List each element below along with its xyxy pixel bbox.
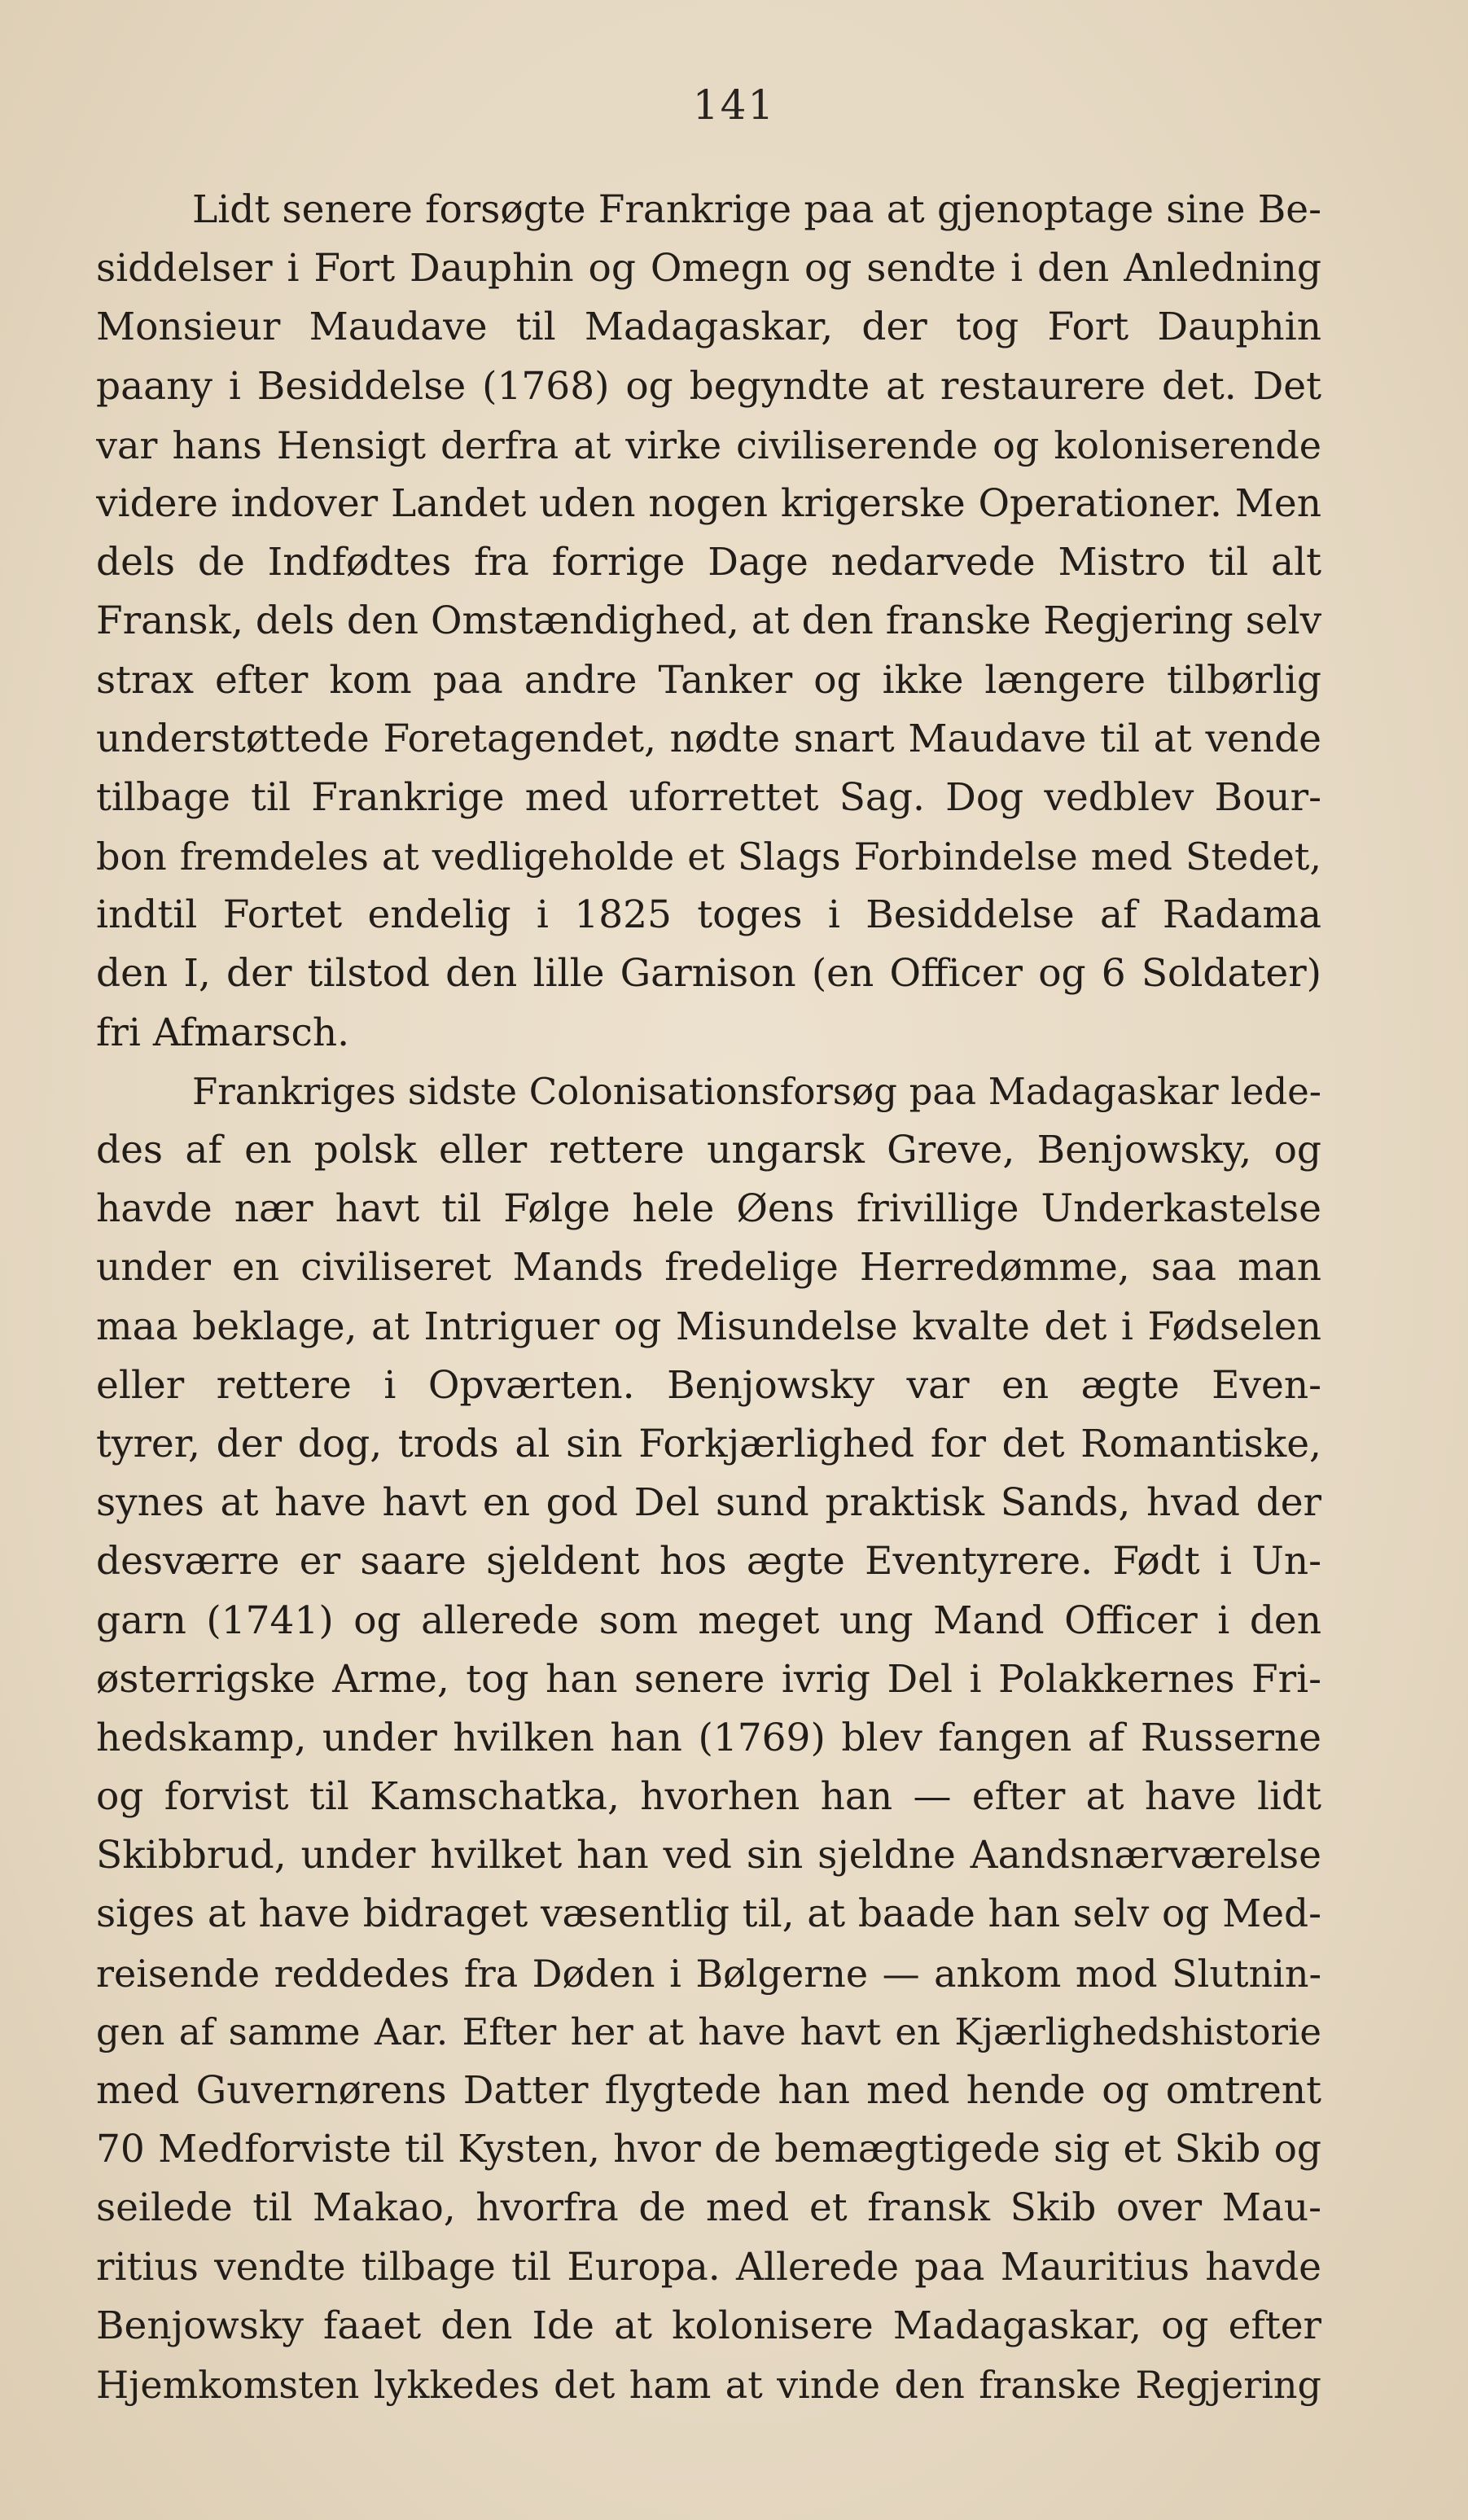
text-line: maa beklage, at Intriguer og Misundelse kvalte det i Fødselen — [96, 1304, 1321, 1349]
text-line: den I, der tilstod den lille Garnison (en Officer og 6 Soldater) — [96, 951, 1321, 997]
text-line: østerrigske Arme, tog han senere ivrig Del i Polakkernes Fri- — [96, 1656, 1321, 1702]
text-line: hedskamp, under hvilken han (1769) blev fangen af Russerne — [96, 1715, 1321, 1760]
text-line: desværre er saare sjeldent hos ægte Eventyrere. Født i Un- — [96, 1539, 1321, 1584]
text-line: havde nær havt til Følge hele Øens frivillige Underkastelse — [96, 1186, 1321, 1232]
text-line: tilbage til Frankrige med uforrettet Sag. Dog vedblev Bour- — [96, 774, 1321, 820]
text-line: Monsieur Maudave til Madagaskar, der tog Fort Dauphin — [96, 305, 1321, 350]
text-line: ritius vendte tilbage til Europa. Allerede paa Mauritius havde — [96, 2244, 1321, 2290]
text-line: reisende reddedes fra Døden i Bølgerne — ankom mod Slutnin- — [96, 1951, 1321, 1996]
text-line: des af en polsk eller rettere ungarsk Greve, Benjowsky, og — [96, 1128, 1321, 1172]
text-line: videre indover Landet uden nogen krigerske Operationer. Men — [96, 480, 1321, 526]
text-line: Frankriges sidste Colonisationsforsøg paa Madagaskar lede- — [192, 1069, 1321, 1113]
text-line: Lidt senere forsøgte Frankrige paa at gjenoptage sine Be- — [192, 187, 1321, 232]
text-line: Benjowsky faaet den Ide at kolonisere Madagaskar, og efter — [96, 2303, 1321, 2348]
page-number: 141 — [692, 81, 776, 129]
text-line: siddelser i Fort Dauphin og Omegn og sendte i den Anledning — [96, 246, 1321, 291]
text-line: indtil Fortet endelig i 1825 toges i Besiddelse af Radama — [96, 892, 1321, 938]
text-line: Fransk, dels den Omstændighed, at den franske Regjering selv — [96, 598, 1321, 644]
text-line: dels de Indfødtes fra forrige Dage nedarvede Mistro til alt — [96, 540, 1321, 585]
text-line: paany i Besiddelse (1768) og begyndte at restaurere det. Det — [96, 363, 1321, 409]
text-line: tyrer, der dog, trods al sin Forkjærlighed for det Romantiske, — [96, 1421, 1321, 1466]
text-line: 70 Medforviste til Kysten, hvor de bemægtigede sig et Skib og — [96, 2127, 1321, 2172]
text-line: Hjemkomsten lykkedes det ham at vinde den franske Regjering — [96, 2362, 1321, 2407]
text-line: gen af samme Aar. Efter her at have havt en Kjærlighedshistorie — [96, 2009, 1321, 2053]
text-line: var hans Hensigt derfra at virke civiliserende og koloniserende — [96, 423, 1321, 467]
text-line: seilede til Makao, hvorfra de med et fransk Skib over Mau- — [96, 2185, 1321, 2231]
text-line: garn (1741) og allerede som meget ung Mand Officer i den — [96, 1597, 1321, 1643]
body-text — [96, 181, 1321, 2414]
text-line: eller rettere i Opværten. Benjowsky var en ægte Even- — [96, 1362, 1321, 1408]
text-line: synes at have havt en god Del sund praktisk Sands, hvad der — [96, 1480, 1321, 1526]
text-line: siges at have bidraget væsentlig til, at baade han selv og Med- — [96, 1891, 1321, 1937]
text-line: fri Afmarsch. — [96, 1010, 350, 1055]
text-line: og forvist til Kamschatka, hvorhen han — efter at have lidt — [96, 1774, 1321, 1820]
text-line: strax efter kom paa andre Tanker og ikke længere tilbørlig — [96, 657, 1321, 703]
text-line: Skibbrud, under hvilket han ved sin sjeldne Aandsnærværelse — [96, 1833, 1321, 1878]
text-line: bon fremdeles at vedligeholde et Slags Forbindelse med Stedet, — [96, 835, 1321, 879]
text-line: understøttede Foretagendet, nødte snart Maudave til at vende — [96, 716, 1321, 761]
text-line: med Guvernørens Datter flygtede han med hende og omtrent — [96, 2068, 1321, 2113]
text-line: under en civiliseret Mands fredelige Herredømme, saa man — [96, 1245, 1321, 1291]
